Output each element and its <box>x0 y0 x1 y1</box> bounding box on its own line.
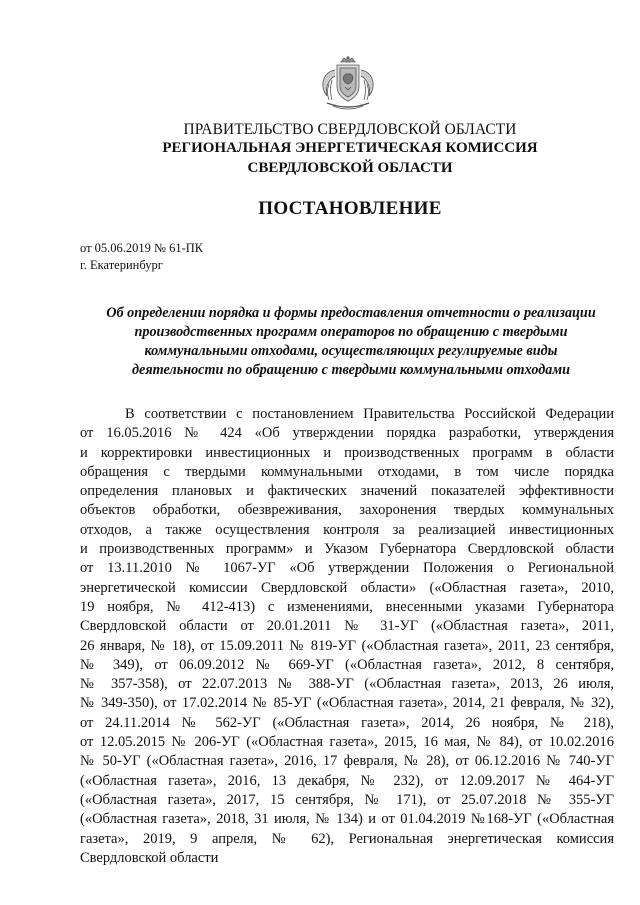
body-line: 19 ноября, № 412-413) с изменениями, внесенными указами Губернатора <box>80 598 614 615</box>
document-date-number: от 05.06.2019 № 61-ПК <box>80 241 204 255</box>
body-line: № 357-358), от 22.07.2013 № 388-УГ («Областная газета», 2013, 26 июля, <box>80 676 614 693</box>
title-line: деятельности по обращению с твердыми коммунальными отходами <box>132 362 570 378</box>
body-line: от 13.11.2010 № 1067-УГ «Об утверждении Положения о Региональной <box>80 560 614 577</box>
body-line: от 24.11.2014 № 562-УГ («Областная газета», 2014, 26 ноября, № 218), <box>80 714 614 731</box>
body-line: энергетической комиссии Свердловской области» («Областная газета», 2010, <box>80 579 614 596</box>
body-line: отходов, а также осуществления контроля за реализацией инвестиционных <box>80 521 614 538</box>
coat-of-arms-icon <box>317 56 379 114</box>
body-line: от 16.05.2016 № 424 «Об утверждении порядка разработки, утверждения <box>80 425 614 442</box>
document-type: ПОСТАНОВЛЕНИЕ <box>258 198 442 219</box>
body-line: № 349-350), от 17.02.2014 № 85-УГ («Областная газета», 2014, 21 февраля, № 32), <box>80 695 614 712</box>
body-line: Свердловской области <box>80 849 219 866</box>
title-line: Об определении порядка и формы предоставления отчетности о реализации <box>106 305 596 321</box>
body-line: и производственных программ» и Указом Губернатора Свердловской области <box>80 541 614 558</box>
body-line: обращения с твердыми коммунальными отходами, в том числе порядка <box>80 463 614 480</box>
body-line: В соответствии с постановлением Правительства Российской Федерации <box>125 406 614 422</box>
body-line: и корректировки инвестиционных и производственных программ в области <box>80 444 614 461</box>
body-line: газета», 2019, 9 апреля, № 62), Региональная энергетическая комиссия <box>80 830 614 847</box>
commission-name-line1: РЕГИОНАЛЬНАЯ ЭНЕРГЕТИЧЕСКАЯ КОМИССИЯ <box>162 140 538 156</box>
title-line: коммунальными отходами, осуществляющих регулируемые виды <box>144 343 558 359</box>
body-line: № 50-УГ («Областная газета», 2016, 17 февраля, № 28), от 06.12.2016 № 740-УГ <box>80 753 614 770</box>
government-name: ПРАВИТЕЛЬСТВО СВЕРДЛОВСКОЙ ОБЛАСТИ <box>183 121 517 138</box>
body-line: Свердловской области от 20.01.2011 № 31-УГ («Областная газета», 2011, <box>80 618 614 635</box>
body-line: («Областная газета», 2016, 13 декабря, № 232), от 12.09.2017 № 464-УГ <box>80 772 614 789</box>
body-line: («Областная газета», 2018, 31 июля, № 134) и от 01.04.2019 №168-УГ («Областная <box>80 811 614 828</box>
document-city: г. Екатеринбург <box>80 258 163 272</box>
body-line: 26 января, № 18), от 15.09.2011 № 819-УГ («Областная газета», 2011, 23 сентября, <box>80 637 614 654</box>
body-line: объектов обработки, обезвреживания, захоронения твердых коммунальных <box>80 502 614 519</box>
document-title <box>78 304 624 380</box>
body-line: («Областная газета», 2017, 15 сентября, № 171), от 25.07.2018 № 355-УГ <box>80 791 614 808</box>
body-paragraph <box>80 405 614 868</box>
body-line: определения плановых и фактических значений показателей эффективности <box>80 483 614 500</box>
body-line: от 12.05.2015 № 206-УГ («Областная газета», 2015, 16 мая, № 84), от 10.02.2016 <box>80 734 614 751</box>
body-line: № 349), от 06.09.2012 № 669-УГ («Областная газета», 2012, 8 сентября, <box>80 656 614 673</box>
title-line: производственных программ операторов по обращению с твердыми <box>134 324 568 340</box>
commission-name-line2: СВЕРДЛОВСКОЙ ОБЛАСТИ <box>247 160 453 176</box>
